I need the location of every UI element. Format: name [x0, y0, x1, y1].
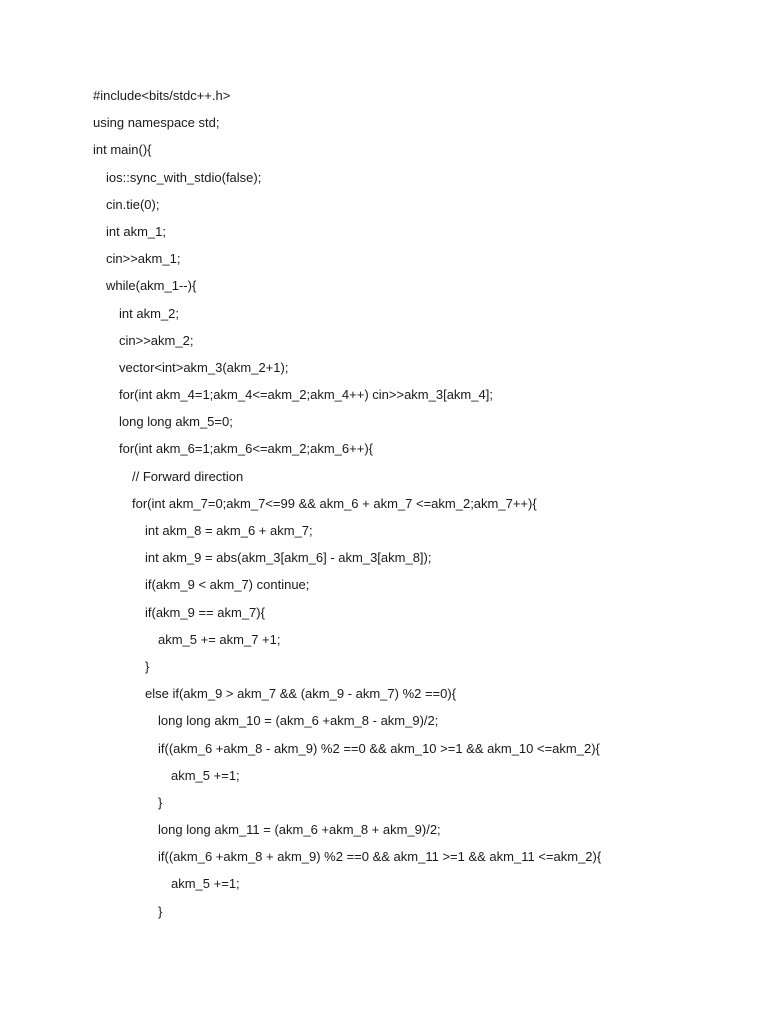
code-line: if((akm_6 +akm_8 + akm_9) %2 ==0 && akm_11 >=1 && akm_11 <=akm_2){ — [158, 849, 602, 865]
code-line: ios::sync_with_stdio(false); — [106, 169, 262, 185]
code-line: akm_5 += akm_7 +1; — [158, 631, 281, 647]
code-line: if((akm_6 +akm_8 - akm_9) %2 ==0 && akm_10 >=1 && akm_10 <=akm_2){ — [158, 740, 600, 756]
code-line: } — [145, 658, 150, 674]
code-line: cin>>akm_2; — [119, 332, 194, 348]
code-line: // Forward direction — [132, 468, 244, 484]
code-line: long long akm_10 = (akm_6 +akm_8 - akm_9)/2; — [158, 713, 439, 729]
code-line: akm_5 +=1; — [171, 767, 240, 783]
code-line: int akm_1; — [106, 223, 166, 239]
code-line: long long akm_5=0; — [119, 414, 233, 430]
code-line: else if(akm_9 > akm_7 && (akm_9 - akm_7) %2 ==0){ — [145, 686, 457, 702]
code-line: if(akm_9 < akm_7) continue; — [145, 577, 310, 593]
code-line: cin>>akm_1; — [106, 251, 181, 267]
code-line: for(int akm_7=0;akm_7<=99 && akm_6 + akm_7 <=akm_2;akm_7++){ — [132, 495, 537, 511]
code-line: akm_5 +=1; — [171, 876, 240, 892]
code-line: if(akm_9 == akm_7){ — [145, 604, 265, 620]
code-line: int akm_8 = akm_6 + akm_7; — [145, 523, 313, 538]
code-line: int main(){ — [93, 142, 152, 158]
code-line: vector<int>akm_3(akm_2+1); — [119, 359, 289, 375]
code-block — [93, 86, 748, 929]
code-line: while(akm_1--){ — [106, 278, 197, 294]
code-line: int akm_2; — [119, 305, 179, 321]
code-line: for(int akm_6=1;akm_6<=akm_2;akm_6++){ — [119, 441, 374, 457]
code-line: #include<bits/stdc++.h> — [93, 88, 231, 103]
code-line: } — [158, 794, 163, 810]
code-line: int akm_9 = abs(akm_3[akm_6] - akm_3[akm_8]); — [145, 550, 432, 566]
code-line: cin.tie(0); — [106, 196, 160, 212]
code-line: for(int akm_4=1;akm_4<=akm_2;akm_4++) cin>>akm_3[akm_4]; — [119, 387, 493, 403]
code-line: long long akm_11 = (akm_6 +akm_8 + akm_9)/2; — [158, 822, 441, 838]
code-line: } — [158, 903, 163, 919]
code-line: using namespace std; — [93, 115, 220, 131]
